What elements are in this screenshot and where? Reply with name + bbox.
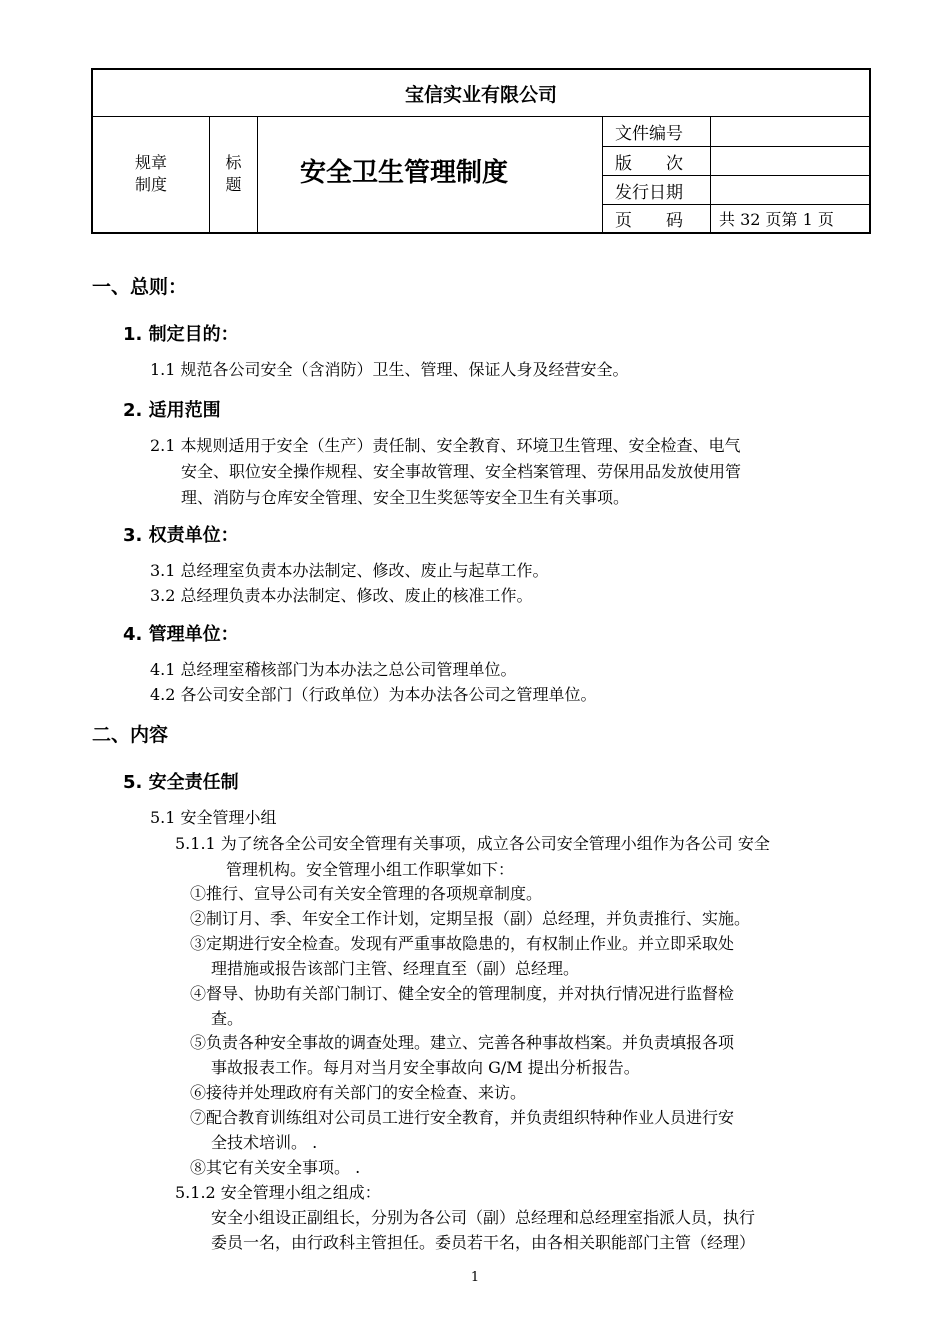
heading-purpose: 1. 制定目的： xyxy=(123,324,239,345)
category-line-2: 制度 xyxy=(134,175,167,194)
page-count-value: 共 32 页第 1 页 xyxy=(719,210,834,229)
title-label-1: 标 xyxy=(225,153,242,173)
issue-date-label: 发行日期 xyxy=(615,182,683,203)
document-title: 安全卫生管理制度 xyxy=(299,158,508,189)
paragraph-5-1-1-line-2: 管理机构。安全管理小组工作职掌如下： xyxy=(226,860,515,879)
list-item-8: ⑧其它有关安全事项。 . xyxy=(190,1158,361,1177)
paragraph-2-1-line-1: 2.1 本规则适用于安全（生产）责任制、安全教育、环境卫生管理、安全检查、电气 xyxy=(150,436,741,455)
paragraph-3-1: 3.1 总经理室负责本办法制定、修改、废止与起草工作。 xyxy=(150,561,549,580)
paragraph-4-1: 4.1 总经理室稽核部门为本办法之总公司管理单位。 xyxy=(150,660,517,679)
category-line-1: 规章 xyxy=(134,153,167,173)
paragraph-5-1-1-line-1: 5.1.1 为了统各全公司安全管理有关事项，成立各公司安全管理小组作为各公司 安全 xyxy=(175,834,770,853)
paragraph-composition-line-1: 安全小组设正副组长，分别为各公司（副）总经理和总经理室指派人员，执行 xyxy=(211,1208,756,1227)
title-label-cell xyxy=(210,116,257,232)
company-name: 宝信实业有限公司 xyxy=(404,83,557,106)
page-number: 1 xyxy=(470,1270,480,1285)
list-item-7-line-1: ⑦配合教育训练组对公司员工进行安全教育，并负责组织特种作业人员进行安 xyxy=(190,1108,735,1127)
page-label: 页 码 xyxy=(615,211,683,231)
list-item-5-line-2: 事故报表工作。每月对当月安全事故向 G/M 提出分析报告。 xyxy=(211,1058,640,1077)
paragraph-2-1-line-3: 理、消防与仓库安全管理、安全卫生奖惩等安全卫生有关事项。 xyxy=(181,488,630,507)
title-label-2: 题 xyxy=(225,175,242,194)
list-item-2: ②制订月、季、年安全工作计划，定期呈报（副）总经理，并负责推行、实施。 xyxy=(190,909,751,928)
list-item-3-line-1: ③定期进行安全检查。发现有严重事故隐患的，有权制止作业。并立即采取处 xyxy=(190,934,735,953)
list-item-6: ⑥接待并处理政府有关部门的安全检查、来访。 xyxy=(190,1083,527,1102)
list-item-1: ①推行、宣导公司有关安全管理的各项规章制度。 xyxy=(190,884,543,903)
doc-number-label: 文件编号 xyxy=(615,124,683,144)
list-item-4-line-2: 查。 xyxy=(211,1009,244,1028)
paragraph-composition-line-2: 委员一名，由行政科主管担任。委员若干名，由各相关职能部门主管（经理） xyxy=(211,1233,756,1252)
heading-management: 4. 管理单位： xyxy=(123,624,239,645)
version-label: 版 次 xyxy=(615,153,683,174)
heading-responsibility: 3. 权责单位： xyxy=(123,525,239,546)
paragraph-3-2: 3.2 总经理负责本办法制定、修改、废止的核准工作。 xyxy=(150,586,533,605)
list-item-4-line-1: ④督导、协助有关部门制订、健全安全的管理制度，并对执行情况进行监督检 xyxy=(190,984,735,1003)
list-item-5-line-1: ⑤负责各种安全事故的调查处理。建立、完善各种事故档案。并负责填报各项 xyxy=(190,1033,735,1052)
paragraph-5-1-2: 5.1.2 安全管理小组之组成： xyxy=(175,1183,381,1202)
section-general: 一、总则： xyxy=(92,276,188,298)
paragraph-2-1-line-2: 安全、职位安全操作规程、安全事故管理、安全档案管理、劳保用品发放使用管 xyxy=(181,462,742,481)
heading-safety-responsibility: 5. 安全责任制 xyxy=(123,772,239,793)
header-table xyxy=(91,68,871,234)
list-item-7-line-2: 全技术培训。 . xyxy=(211,1133,318,1152)
paragraph-5-1: 5.1 安全管理小组 xyxy=(150,808,277,827)
heading-scope: 2. 适用范围 xyxy=(123,400,221,421)
paragraph-4-2: 4.2 各公司安全部门（行政单位）为本办法各公司之管理单位。 xyxy=(150,685,597,704)
list-item-3-line-2: 理措施或报告该部门主管、经理直至（副）总经理。 xyxy=(211,959,580,978)
section-content: 二、内容 xyxy=(92,724,169,746)
category-cell xyxy=(93,116,209,232)
paragraph-1-1: 1.1 规范各公司安全（含消防）卫生、管理、保证人身及经营安全。 xyxy=(150,360,629,379)
